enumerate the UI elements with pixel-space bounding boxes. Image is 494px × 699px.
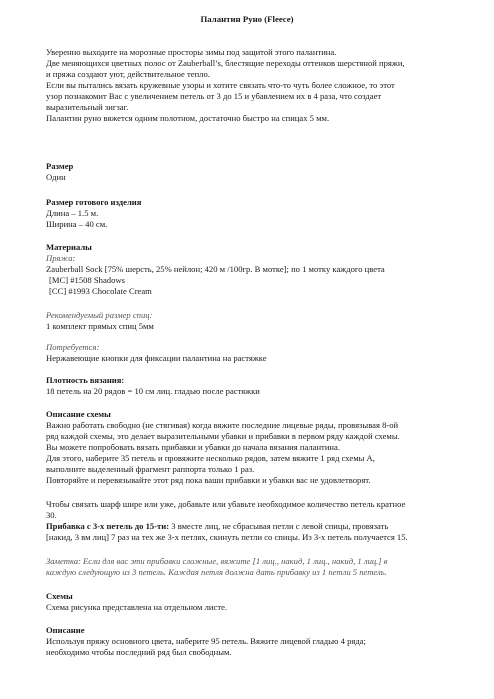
width-adjust-line: 30.: [46, 510, 57, 520]
notions-label: Потребуется:: [46, 342, 100, 352]
needles-value: 1 комплект прямых спиц 5мм: [46, 321, 154, 331]
intro-line: узор познакомит Вас с увеличением петель от 3 до 15 и убавлением их в 4 раза, что создает: [46, 91, 382, 101]
intro-paragraph: [46, 47, 466, 124]
description-heading: Описание: [46, 625, 85, 635]
gauge-section: [46, 375, 466, 397]
gauge-heading: Плотность вязания:: [46, 375, 125, 385]
increase-line: [накид, 3 вм лиц] 7 раз на тех же 3-х петлях, скинуть петли со спицы. Из 3-х петель получается 15.: [46, 532, 408, 542]
width-value: Ширина – 40 см.: [46, 219, 108, 229]
scheme-description-heading: Описание схемы: [46, 409, 111, 419]
increase-line: [46, 521, 466, 532]
scheme-line: Вы можете попробовать вязать прибавки и убавки до начала вязания палантина.: [46, 442, 340, 452]
description-line: Используя пряжу основного цвета, наберите 95 петель. Вяжите лицевой гладью 4 ряда;: [46, 636, 366, 646]
intro-line: Две меняющихся цветных полос от Zauberball’s, блестящие переходы оттенков шерстяной пряжи,: [46, 58, 405, 68]
notions-section: [46, 342, 466, 364]
scheme-line: ряд каждой схемы, это делает выразительными убавки и прибавки в первом ряду каждой схемы.: [46, 431, 400, 441]
finished-size-heading: Размер готового изделия: [46, 197, 142, 207]
yarn-color-cc: [CC] #1993 Chocolate Cream: [49, 286, 152, 296]
scheme-line: Для этого, наберите 35 петель и провяжите несколько рядов, затем вяжите 1 ряд схемы А,: [46, 453, 375, 463]
size-heading: Размер: [46, 161, 74, 171]
needles-section: [46, 310, 466, 332]
note-line: каждую следующую из 3 петель. Каждая петля должна дать прибавку из 1 петли 5 петель.: [46, 567, 387, 577]
size-section: [46, 161, 466, 183]
scheme-line: выполните выделенный фрагмент раппорта только 1 раз.: [46, 464, 255, 474]
notions-value: Нержавеющие кнопки для фиксации палантина на растяжке: [46, 353, 267, 363]
description-line: необходимо чтобы последний ряд был свободным.: [46, 647, 232, 657]
schemes-value: Схема рисунка представлена на отдельном листе.: [46, 602, 228, 612]
schemes-section: [46, 591, 466, 613]
intro-line: выразительный зигзаг.: [46, 102, 129, 112]
yarn-label: Пряжа:: [46, 253, 76, 263]
materials-heading: Материалы: [46, 242, 92, 252]
scheme-description-section: [46, 409, 466, 486]
scheme-line: Повторяйте и перевязывайте этот ряд пока ваши прибавки и убавки вас не удовлетворят.: [46, 475, 371, 485]
width-adjust-line: Чтобы связать шарф шире или уже, добавьте или убавьте необходимое количество петель кратное: [46, 499, 406, 509]
size-value: Один: [46, 172, 66, 182]
intro-line: Уверенно выходите на морозные просторы зимы под защитой этого палантина.: [46, 47, 337, 57]
intro-line: Палантин руно вяжется одним полотном, достаточно быстро на спицах 5 мм.: [46, 113, 330, 123]
length-value: Длина – 1.5 м.: [46, 208, 99, 218]
yarn-color-mc: [MC] #1508 Shadows: [49, 275, 125, 285]
intro-line: и пряжа создают уют, действительное тепло.: [46, 69, 210, 79]
increase-paragraph: [46, 521, 466, 543]
note-paragraph: [46, 556, 466, 578]
gauge-value: 18 петель на 20 рядов = 10 см лиц. гладью после растяжки: [46, 386, 260, 396]
schemes-heading: Схемы: [46, 591, 73, 601]
materials-section: [46, 242, 466, 297]
width-adjust-paragraph: [46, 499, 466, 521]
scheme-line: Важно работать свободно (не стягивая) когда вяжите последние лицевые ряды, провязывая 8-ой: [46, 420, 399, 430]
increase-text: 3 вместе лиц, не сбрасывая петли с левой спицы, провязать: [169, 521, 389, 531]
note-line: Заметка: Если для вас эти прибавки сложные, вяжите [1 лиц., накид, 1 лиц., накид, 1 лиц.] в: [46, 556, 388, 566]
finished-size-section: [46, 197, 466, 230]
description-section: [46, 625, 466, 658]
yarn-line: Zauberball Sock [75% шерсть, 25% нейлон; 420 м /100гр. В мотке]; по 1 мотку каждого цвета: [46, 264, 385, 274]
needles-label: Рекомендуемый размер спиц:: [46, 310, 153, 320]
intro-line: Если вы пытались вязать кружевные узоры и хотите связать что-то чуть более сложное, то этот: [46, 80, 395, 90]
document-title: Палантин Руно (Fleece): [200, 14, 294, 24]
increase-heading: Прибавка с 3-х петель до 15-ти:: [46, 521, 170, 531]
